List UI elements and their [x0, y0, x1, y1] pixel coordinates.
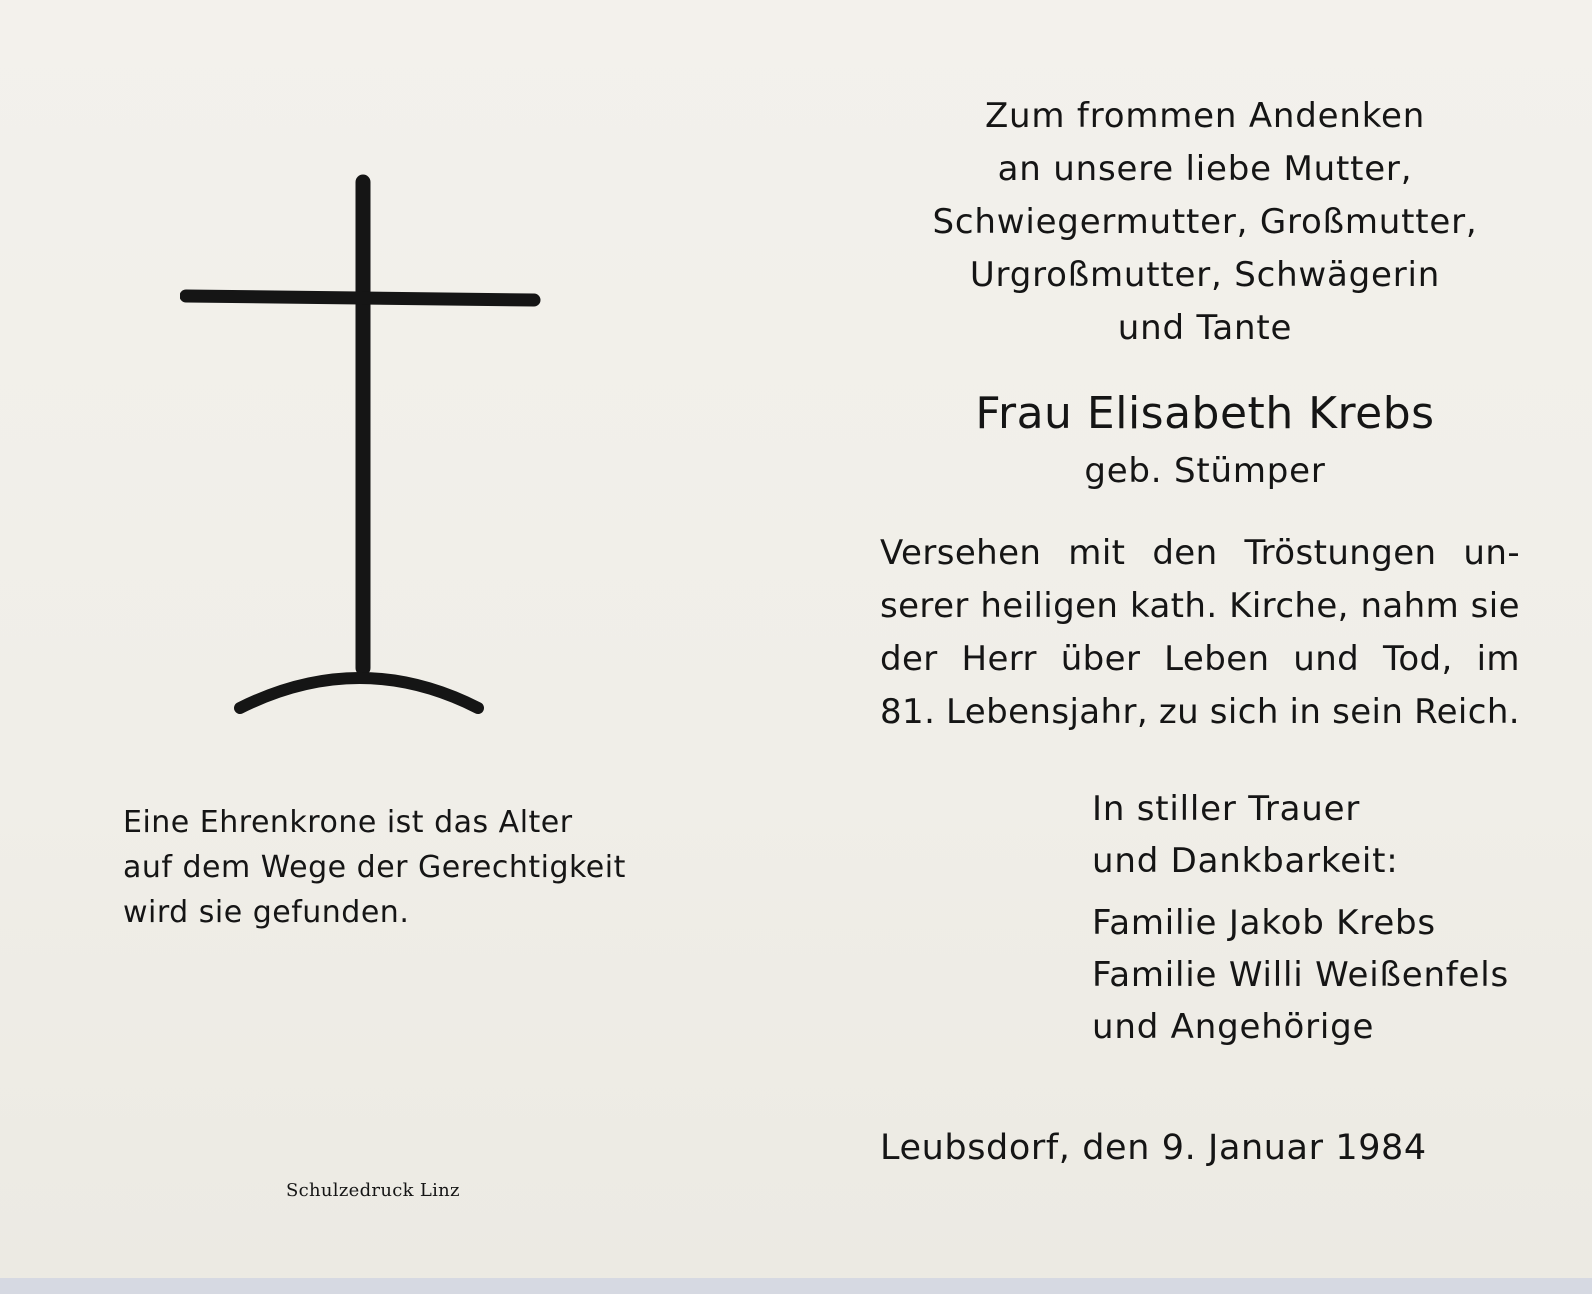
- maiden-name: geb. Stümper: [1084, 451, 1326, 491]
- body-word: Lebensjahr,: [946, 692, 1149, 732]
- body-word: Tod,: [1382, 639, 1453, 679]
- body-word: 81.: [880, 692, 936, 732]
- mourners: [1092, 783, 1552, 1053]
- verse-line: Eine Ehrenkrone ist das Alter: [123, 805, 573, 840]
- intro-line: Zum frommen Andenken: [984, 96, 1426, 136]
- body-word: mit: [1068, 533, 1126, 573]
- body-word: zu: [1158, 692, 1200, 732]
- verse: [123, 800, 683, 935]
- body-word: nahm: [1360, 586, 1460, 626]
- body-word: im: [1476, 639, 1520, 679]
- body-word: un-: [1463, 533, 1520, 573]
- mourner-line: Familie Jakob Krebs: [1092, 903, 1436, 943]
- body-line: [880, 686, 1520, 739]
- body-word: Tröstungen: [1244, 533, 1437, 573]
- body-line: [880, 527, 1520, 580]
- mourner-line: und Angehörige: [1092, 1007, 1375, 1047]
- mourners-heading-line: und Dankbarkeit:: [1092, 841, 1399, 881]
- body-word: und: [1293, 639, 1360, 679]
- body-word: Reich.: [1414, 692, 1520, 732]
- mourner-line: Familie Willi Weißenfels: [1092, 955, 1510, 995]
- body-word: serer: [880, 586, 969, 626]
- body-word: über: [1060, 639, 1141, 679]
- intro: [900, 90, 1510, 355]
- cross-icon: [180, 170, 550, 730]
- body-word: der: [880, 639, 938, 679]
- body-word: heiligen: [980, 586, 1119, 626]
- intro-line: Urgroßmutter, Schwägerin: [969, 255, 1441, 295]
- verse-line: auf dem Wege der Gerechtigkeit: [123, 850, 626, 885]
- body-word: sein: [1332, 692, 1404, 732]
- body-line: [880, 633, 1520, 686]
- place-date: Leubsdorf, den 9. Januar 1984: [880, 1128, 1427, 1168]
- body-word: Kirche,: [1229, 586, 1349, 626]
- body-word: den: [1152, 533, 1218, 573]
- body-word: in: [1289, 692, 1322, 732]
- printer-credit: Schulzedruck Linz: [286, 1180, 460, 1201]
- body-text: [880, 527, 1520, 739]
- body-line: [880, 580, 1520, 633]
- verse-line: wird sie gefunden.: [123, 895, 410, 930]
- intro-line: an unsere liebe Mutter,: [997, 149, 1413, 189]
- body-word: sie: [1470, 586, 1520, 626]
- mourners-heading-line: In stiller Trauer: [1092, 789, 1361, 829]
- body-word: Versehen: [880, 533, 1042, 573]
- body-word: Herr: [961, 639, 1037, 679]
- body-word: sich: [1209, 692, 1279, 732]
- intro-line: und Tante: [1117, 308, 1293, 348]
- intro-line: Schwiegermutter, Großmutter,: [932, 202, 1478, 242]
- body-word: kath.: [1129, 586, 1218, 626]
- body-word: Leben: [1164, 639, 1270, 679]
- deceased-name: Frau Elisabeth Krebs: [975, 388, 1435, 439]
- scan-edge: [0, 1278, 1592, 1294]
